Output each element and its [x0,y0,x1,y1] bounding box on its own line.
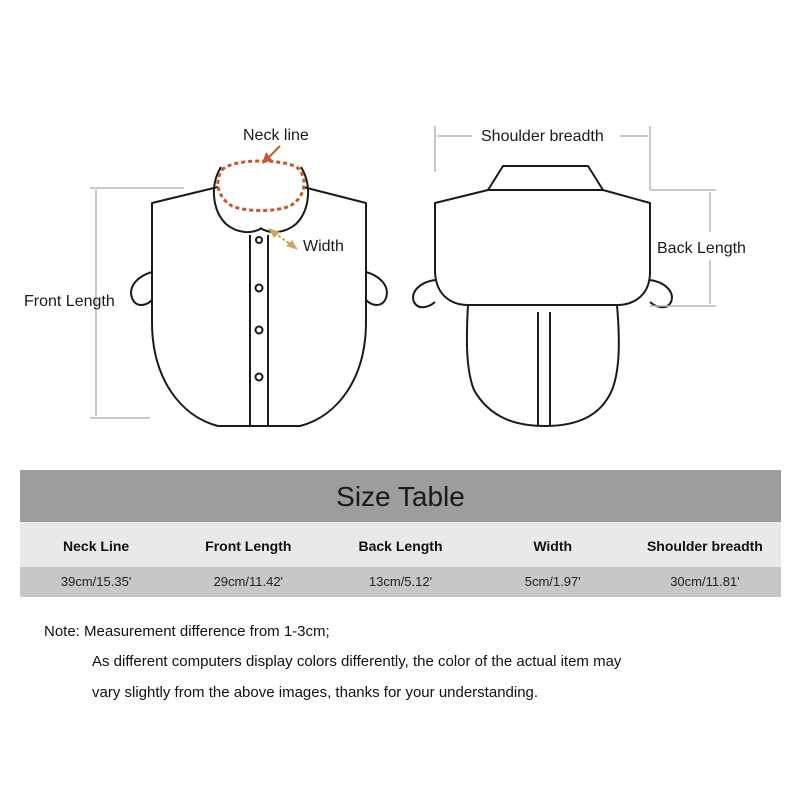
side-strap-right [650,280,672,307]
value-width: 5cm/1.97' [524,574,581,589]
value-shoulder-breadth: 30cm/11.81' [670,574,740,589]
value-neck-line: 39cm/15.35' [60,574,132,589]
size-table-header-row [20,522,781,567]
front-body-outline [152,187,366,426]
size-table-value-row [20,567,781,597]
button [256,327,263,334]
side-strap-left [413,280,435,307]
header-shoulder-breadth: Shoulder breadth [646,538,763,554]
value-back-length: 13cm/5.12' [368,574,433,589]
back-yoke [435,190,650,305]
shoulder-breadth-label: Shoulder breadth [481,128,604,145]
side-strap-right [366,272,387,305]
collar-leaf-left [214,167,262,232]
neck-line-highlight [218,161,304,211]
header-front-length: Front Length [205,538,292,554]
note-line-1: Note: Measurement difference from 1-3cm; [44,623,330,640]
back-body-outline [467,305,619,426]
note-line-3: vary slightly from the above images, thanks for your understanding. [92,684,539,701]
back-length-label: Back Length [657,240,746,257]
note-line-2: As different computers display colors differently, the color of the actual item may [92,653,622,670]
header-width: Width [533,538,573,554]
front-collar [131,167,387,426]
back-collar-band [488,166,603,190]
back-collar [413,166,672,426]
button [256,374,263,381]
header-back-length: Back Length [358,538,443,554]
button [256,237,262,243]
width-label: Width [303,238,344,255]
neck-line-label: Neck line [243,127,309,144]
value-front-length: 29cm/11.42' [213,574,284,589]
front-length-label: Front Length [24,293,115,310]
side-strap-left [131,272,152,305]
collar-leaf-right [260,167,308,232]
size-table [20,470,781,597]
size-table-title: Size Table [20,470,781,522]
header-neck-line: Neck Line [63,538,130,554]
button [256,285,263,292]
